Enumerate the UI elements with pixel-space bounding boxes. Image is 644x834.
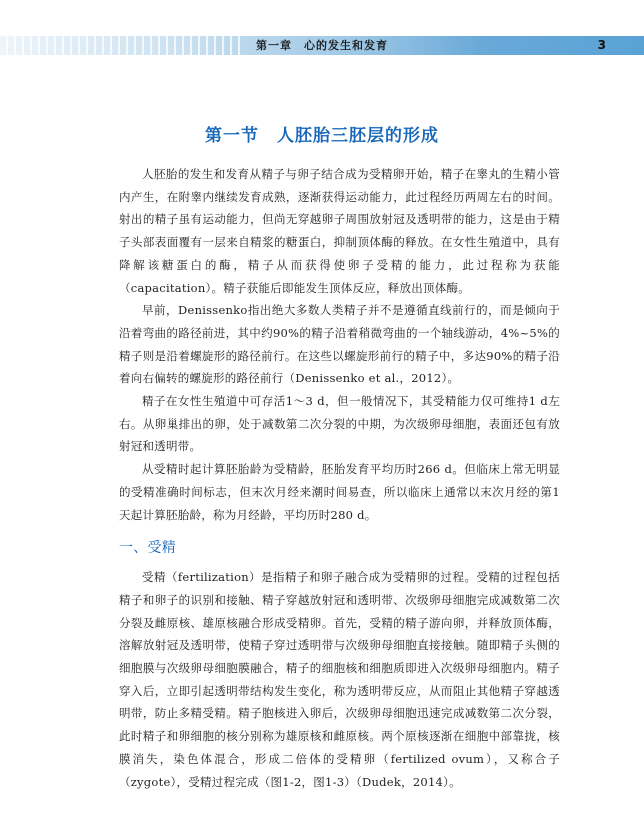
page-number: 3 — [597, 38, 606, 52]
section-title: 第一节 人胚胎三胚层的形成 — [205, 126, 439, 146]
running-header-chapter-title: 第一章 心的发生和发育 — [256, 39, 388, 52]
paragraph: 人胚胎的发生和发育从精子与卵子结合成为受精卵开始，精子在睾丸的生精小管内产生，在附睾内继续发育成熟，逐渐获得运动能力，此过程经历两周左右的时间。射出的精子虽有运动能力，但尚无穿越卵子周围放射冠及透明带的能力，这是由于精子头部表面覆有一层来自精浆的糖蛋白，抑制顶体酶的释放。在女性生殖道中，具有降解该糖蛋白的酶，精子从而获得使卵子受精的能力，此过程称为获能（capacitation）。精子获能后即能发生顶体反应，释放出顶体酶。 — [119, 167, 560, 295]
paragraph: 早前，Denissenko指出绝大多数人类精子并不是遵循直线前行的，而是倾向于沿着弯曲的路径前进，其中约90%的精子沿着稍微弯曲的一个轴线游动，4%~5%的精子则是沿着螺旋形的路径前行。在这些以螺旋形前行的精子中，多达90%的精子沿着向右偏转的螺旋形的路径前行（Denissenko et al.，2012）。 — [119, 303, 560, 386]
body-text — [119, 163, 560, 793]
paragraph: 精子在女性生殖道中可存活1～3 d，但一般情况下，其受精能力仅可维持1 d左右。从卵巢排出的卵，处于减数第二次分裂的中期，为次级卵母细胞，表面还包有放射冠和透明带。 — [119, 394, 560, 454]
header-decoration — [0, 36, 240, 55]
paragraph: 从受精时起计算胚胎龄为受精龄，胚胎发育平均历时266 d。但临床上常无明显的受精准确时间标志，但末次月经来潮时间易查，所以临床上通常以末次月经的第1天起计算胚胎龄，称为月经龄，平均历时280 d。 — [119, 462, 560, 522]
paragraph: 受精（fertilization）是指精子和卵子融合成为受精卵的过程。受精的过程包括精子和卵子的识别和接触、精子穿越放射冠和透明带、次级卵母细胞完成减数第二次分裂及雌原核、雄原核融合形成受精卵。首先，受精的精子游向卵，并释放顶体酶，溶解放射冠及透明带，使精子穿过透明带与次级卵母细胞直接接触。随即精子头侧的细胞膜与次级卵母细胞膜融合，精子的细胞核和细胞质即进入次级卵母细胞内。精子穿入后，立即引起透明带结构发生变化，称为透明带反应，从而阻止其他精子穿越透明带，防止多精受精。精子胞核进入卵后，次级卵母细胞迅速完成减数第二次分裂，此时精子和卵细胞的核分别称为雄原核和雌原核。两个原核逐渐在细胞中部靠拢，核膜消失，染色体混合，形成二倍体的受精卵（fertilized ovum），又称合子（zygote），受精过程完成（图1-2，图1-3）（Dudek，2014）。 — [119, 570, 560, 789]
subsection-heading: 一、受精 — [119, 540, 176, 557]
